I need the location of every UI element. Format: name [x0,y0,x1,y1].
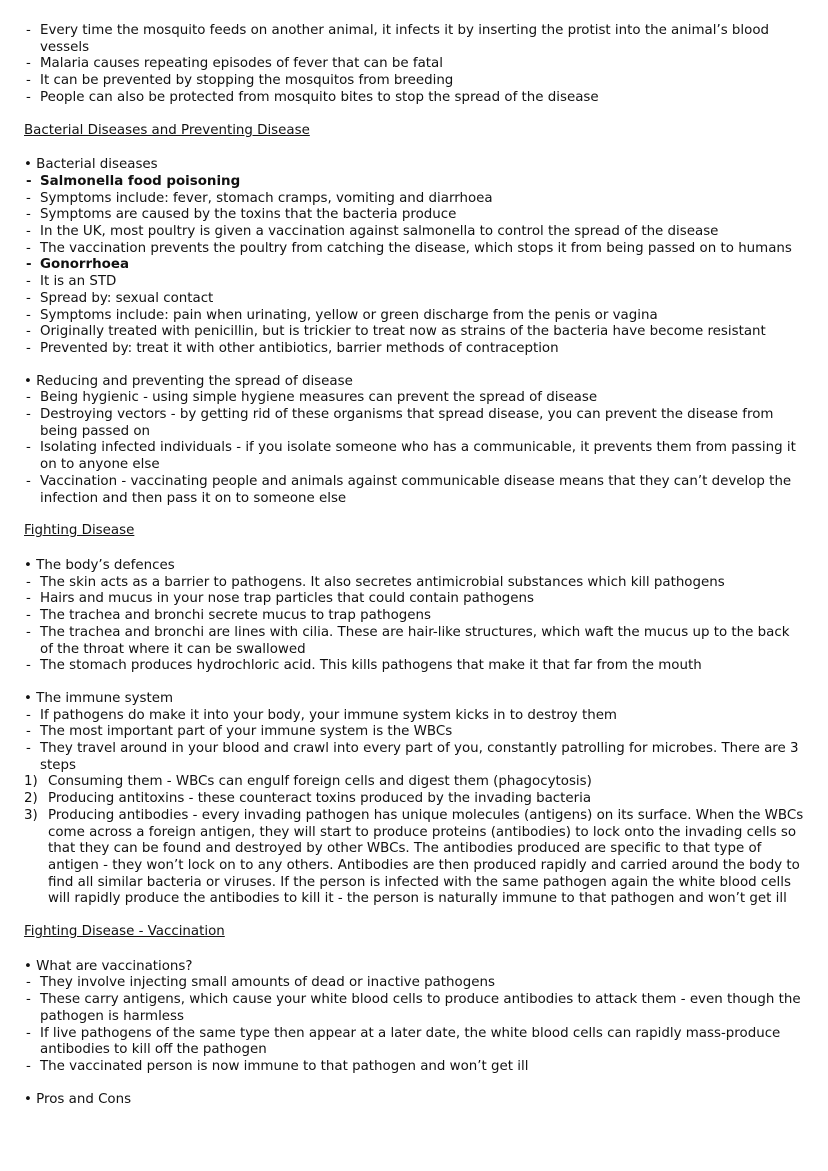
section-heading-bacterial: Bacterial Diseases and Preventing Disease [24,122,310,138]
section-heading-vaccination: Fighting Disease - Vaccination [24,924,225,940]
list-item: - Vaccination - vaccinating people and animals against communicable disease means that they can’t develop the infection and then pass it on to someone else [24,474,806,507]
list-item: - If pathogens do make it into your body, your immune system kicks in to destroy them [24,708,806,725]
vaccinations-block [24,959,806,1076]
bullet-heading: • The immune system [24,690,174,706]
numbered-step [24,808,806,908]
list-item: - The vaccination prevents the poultry from catching the disease, which stops it from being passed on to humans [24,241,806,258]
list-item: - Symptoms are caused by the toxins that the bacteria produce [24,207,806,224]
bacterial-diseases-block [24,157,806,357]
numbered-step [24,791,806,808]
list-item: - Every time the mosquito feeds on another animal, it infects it by inserting the protist into the animal’s blood vessels [24,23,806,56]
malaria-notes [24,23,806,107]
subheading-salmonella: - Salmonella food poisoning [24,174,806,191]
list-item: - The trachea and bronchi are lines with cilia. These are hair-like structures, which waft the mucus up to the back of the throat where it can be swallowed [24,625,806,658]
list-item: - Prevented by: treat it with other antibiotics, barrier methods of contraception [24,341,806,358]
step-text: Consuming them - WBCs can engulf foreign cells and digest them (phagocytosis) [48,774,592,790]
list-item: - The stomach produces hydrochloric acid. This kills pathogens that make it that far from the mouth [24,658,806,675]
list-item: - Malaria causes repeating episodes of fever that can be fatal [24,56,806,73]
body-defences-block [24,558,806,675]
step-text: Producing antibodies - every invading pathogen has unique molecules (antigens) on its surface. When the WBCs come across a foreign antigen, they will start to produce proteins (antibodies) to lock onto the invading cells so that they can be found and destroyed by other WBCs. The antibodies produced are specific to that type of antigen - they won’t lock on to any others. Antibodies are then produced rapidly and carried around the body to find all similar bacteria or viruses. If the person is infected with the same pathogen again the white blood cells will rapidly produce the antibodies to kill it - the person is naturally immune to that pathogen and won’t get ill [48,807,804,907]
immune-system-block [24,691,806,908]
step-number: 1) [24,774,38,790]
list-item: - The most important part of your immune system is the WBCs [24,724,806,741]
subheading-gonorrhoea: - Gonorrhoea [24,257,806,274]
section-heading-fighting-disease: Fighting Disease [24,523,135,539]
list-item: - Destroying vectors - by getting rid of these organisms that spread disease, you can prevent the disease from being passed on [24,407,806,440]
list-item: - Originally treated with penicillin, but is trickier to treat now as strains of the bacteria have become resistant [24,324,806,341]
list-item: - Being hygienic - using simple hygiene measures can prevent the spread of disease [24,390,806,407]
list-item: - It is an STD [24,274,806,291]
step-number: 3) [24,807,38,823]
list-item: - In the UK, most poultry is given a vaccination against salmonella to control the spread of the disease [24,224,806,241]
list-item: - The trachea and bronchi secrete mucus to trap pathogens [24,608,806,625]
step-text: Producing antitoxins - these counteract toxins produced by the invading bacteria [48,791,592,807]
step-number: 2) [24,791,38,807]
list-item: - Isolating infected individuals - if you isolate someone who has a communicable, it prevents them from passing it on to anyone else [24,440,806,473]
list-item: - Spread by: sexual contact [24,291,806,308]
bullet-heading: • Reducing and preventing the spread of disease [24,373,353,389]
list-item: - People can also be protected from mosquito bites to stop the spread of the disease [24,90,806,107]
list-item: - These carry antigens, which cause your white blood cells to produce antibodies to attack them - even though the pathogen is harmless [24,992,806,1025]
list-item: - Hairs and mucus in your nose trap particles that could contain pathogens [24,591,806,608]
list-item: - They travel around in your blood and crawl into every part of you, constantly patrolling for microbes. There are 3 steps [24,741,806,774]
list-item: - They involve injecting small amounts of dead or inactive pathogens [24,975,806,992]
bullet-heading: • Bacterial diseases [24,157,158,173]
pros-cons-block [24,1092,806,1109]
list-item: - Symptoms include: pain when urinating, yellow or green discharge from the penis or vagina [24,308,806,325]
bullet-heading: • What are vaccinations? [24,958,193,974]
numbered-step [24,774,806,791]
list-item: - Symptoms include: fever, stomach cramps, vomiting and diarrhoea [24,191,806,208]
list-item: - If live pathogens of the same type then appear at a later date, the white blood cells can rapidly mass-produce antibodies to kill off the pathogen [24,1026,806,1059]
reducing-spread-block [24,374,806,508]
list-item: - The skin acts as a barrier to pathogens. It also secretes antimicrobial substances which kill pathogens [24,575,806,592]
list-item: - It can be prevented by stopping the mosquitos from breeding [24,73,806,90]
list-item: - The vaccinated person is now immune to that pathogen and won’t get ill [24,1059,806,1076]
bullet-heading: • The body’s defences [24,557,175,573]
bullet-heading: • Pros and Cons [24,1091,132,1107]
